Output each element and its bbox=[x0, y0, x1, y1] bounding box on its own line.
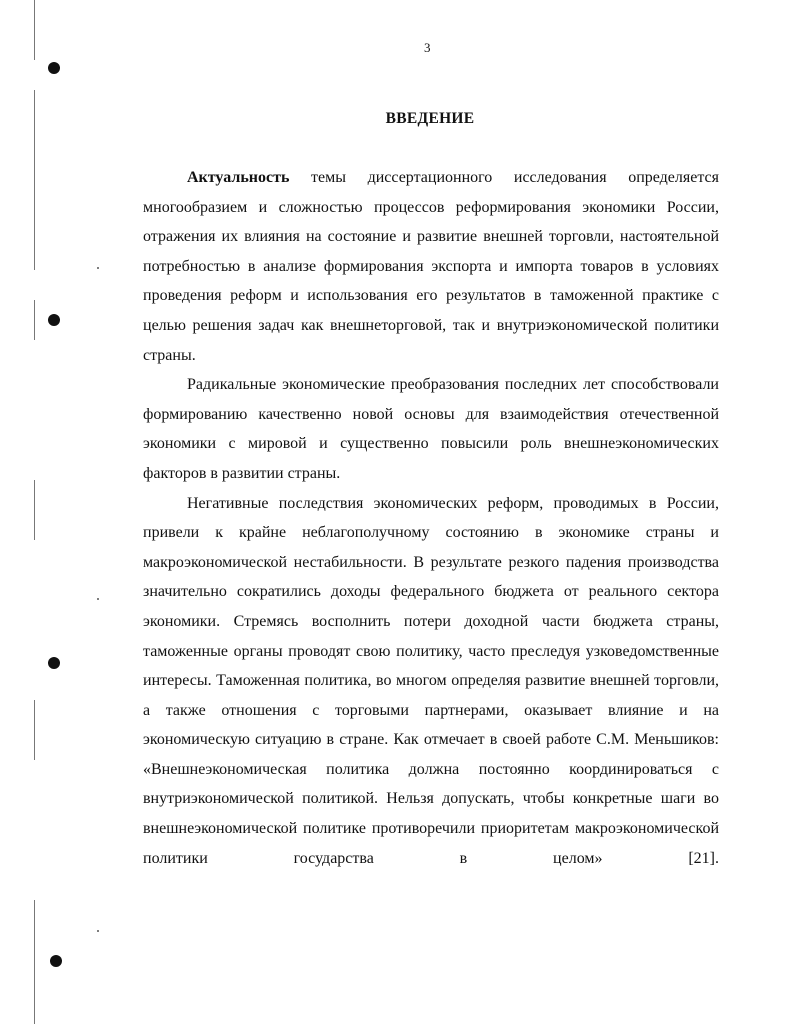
scan-edge-line bbox=[34, 900, 35, 1024]
punch-hole-mark bbox=[48, 314, 60, 326]
scan-edge-line bbox=[34, 700, 35, 760]
scan-edge-line bbox=[34, 480, 35, 540]
paragraph-consequences bbox=[143, 489, 719, 874]
scan-speck bbox=[97, 930, 99, 932]
paragraph-text: Радикальные экономические преобразования последних лет способствовали формированию качественно новой основы для взаимодействия отечественной экономики с мировой и существенно повысили роль внешнеэкономических факторов в развитии страны. bbox=[143, 376, 719, 482]
scan-speck bbox=[97, 267, 99, 269]
body-text bbox=[143, 163, 719, 873]
punch-hole-mark bbox=[48, 657, 60, 669]
scan-edge-line bbox=[34, 0, 35, 60]
page-number: 3 bbox=[424, 40, 431, 55]
scan-edge-line bbox=[34, 300, 35, 340]
punch-hole-mark bbox=[48, 62, 60, 74]
punch-hole-mark bbox=[50, 955, 62, 967]
section-heading: ВВЕДЕНИЕ bbox=[385, 110, 475, 127]
paragraph-text: темы диссертационного исследования определяется многообразием и сложностью процессов реформирования экономики России, отражения их влияния на состояние и развитие внешней торговли, настоятельной потребностью в анализе формирования экспорта и импорта товаров в условиях проведения реформ и использования его результатов в таможенной практике с целью решения задач как внешнеторговой, так и внутриэкономической политики страны. bbox=[143, 169, 719, 364]
scan-speck bbox=[97, 598, 99, 600]
paragraph-lead-term: Актуальность bbox=[187, 169, 290, 186]
paragraph-relevance bbox=[143, 163, 719, 370]
paragraph-text: Негативные последствия экономических реформ, проводимых в России, привели к крайне неблагополучному состоянию в экономике страны и макроэкономической нестабильности. В результате резкого падения производства значительно сократились доходы федерального бюджета от реального сектора экономики. Стремясь восполнить потери доходной части бюджета страны, таможенные органы проводят свою политику, часто преследуя узковедомственные интересы. Таможенная политика, во многом определяя развитие внешней торговли, а также отношения с торговыми партнерами, оказывает влияние и на экономическую ситуацию в стране. Как отмечает в своей работе С.М. Меньшиков: «Внешнеэкономическая политика должна постоянно координироваться с внутриэкономической политикой. Нельзя допускать, чтобы конкретные шаги во внешнеэкономической политике противоречили приоритетам макроэкономической политики государства в целом» [21]. bbox=[143, 494, 719, 867]
paragraph-reforms bbox=[143, 370, 719, 488]
